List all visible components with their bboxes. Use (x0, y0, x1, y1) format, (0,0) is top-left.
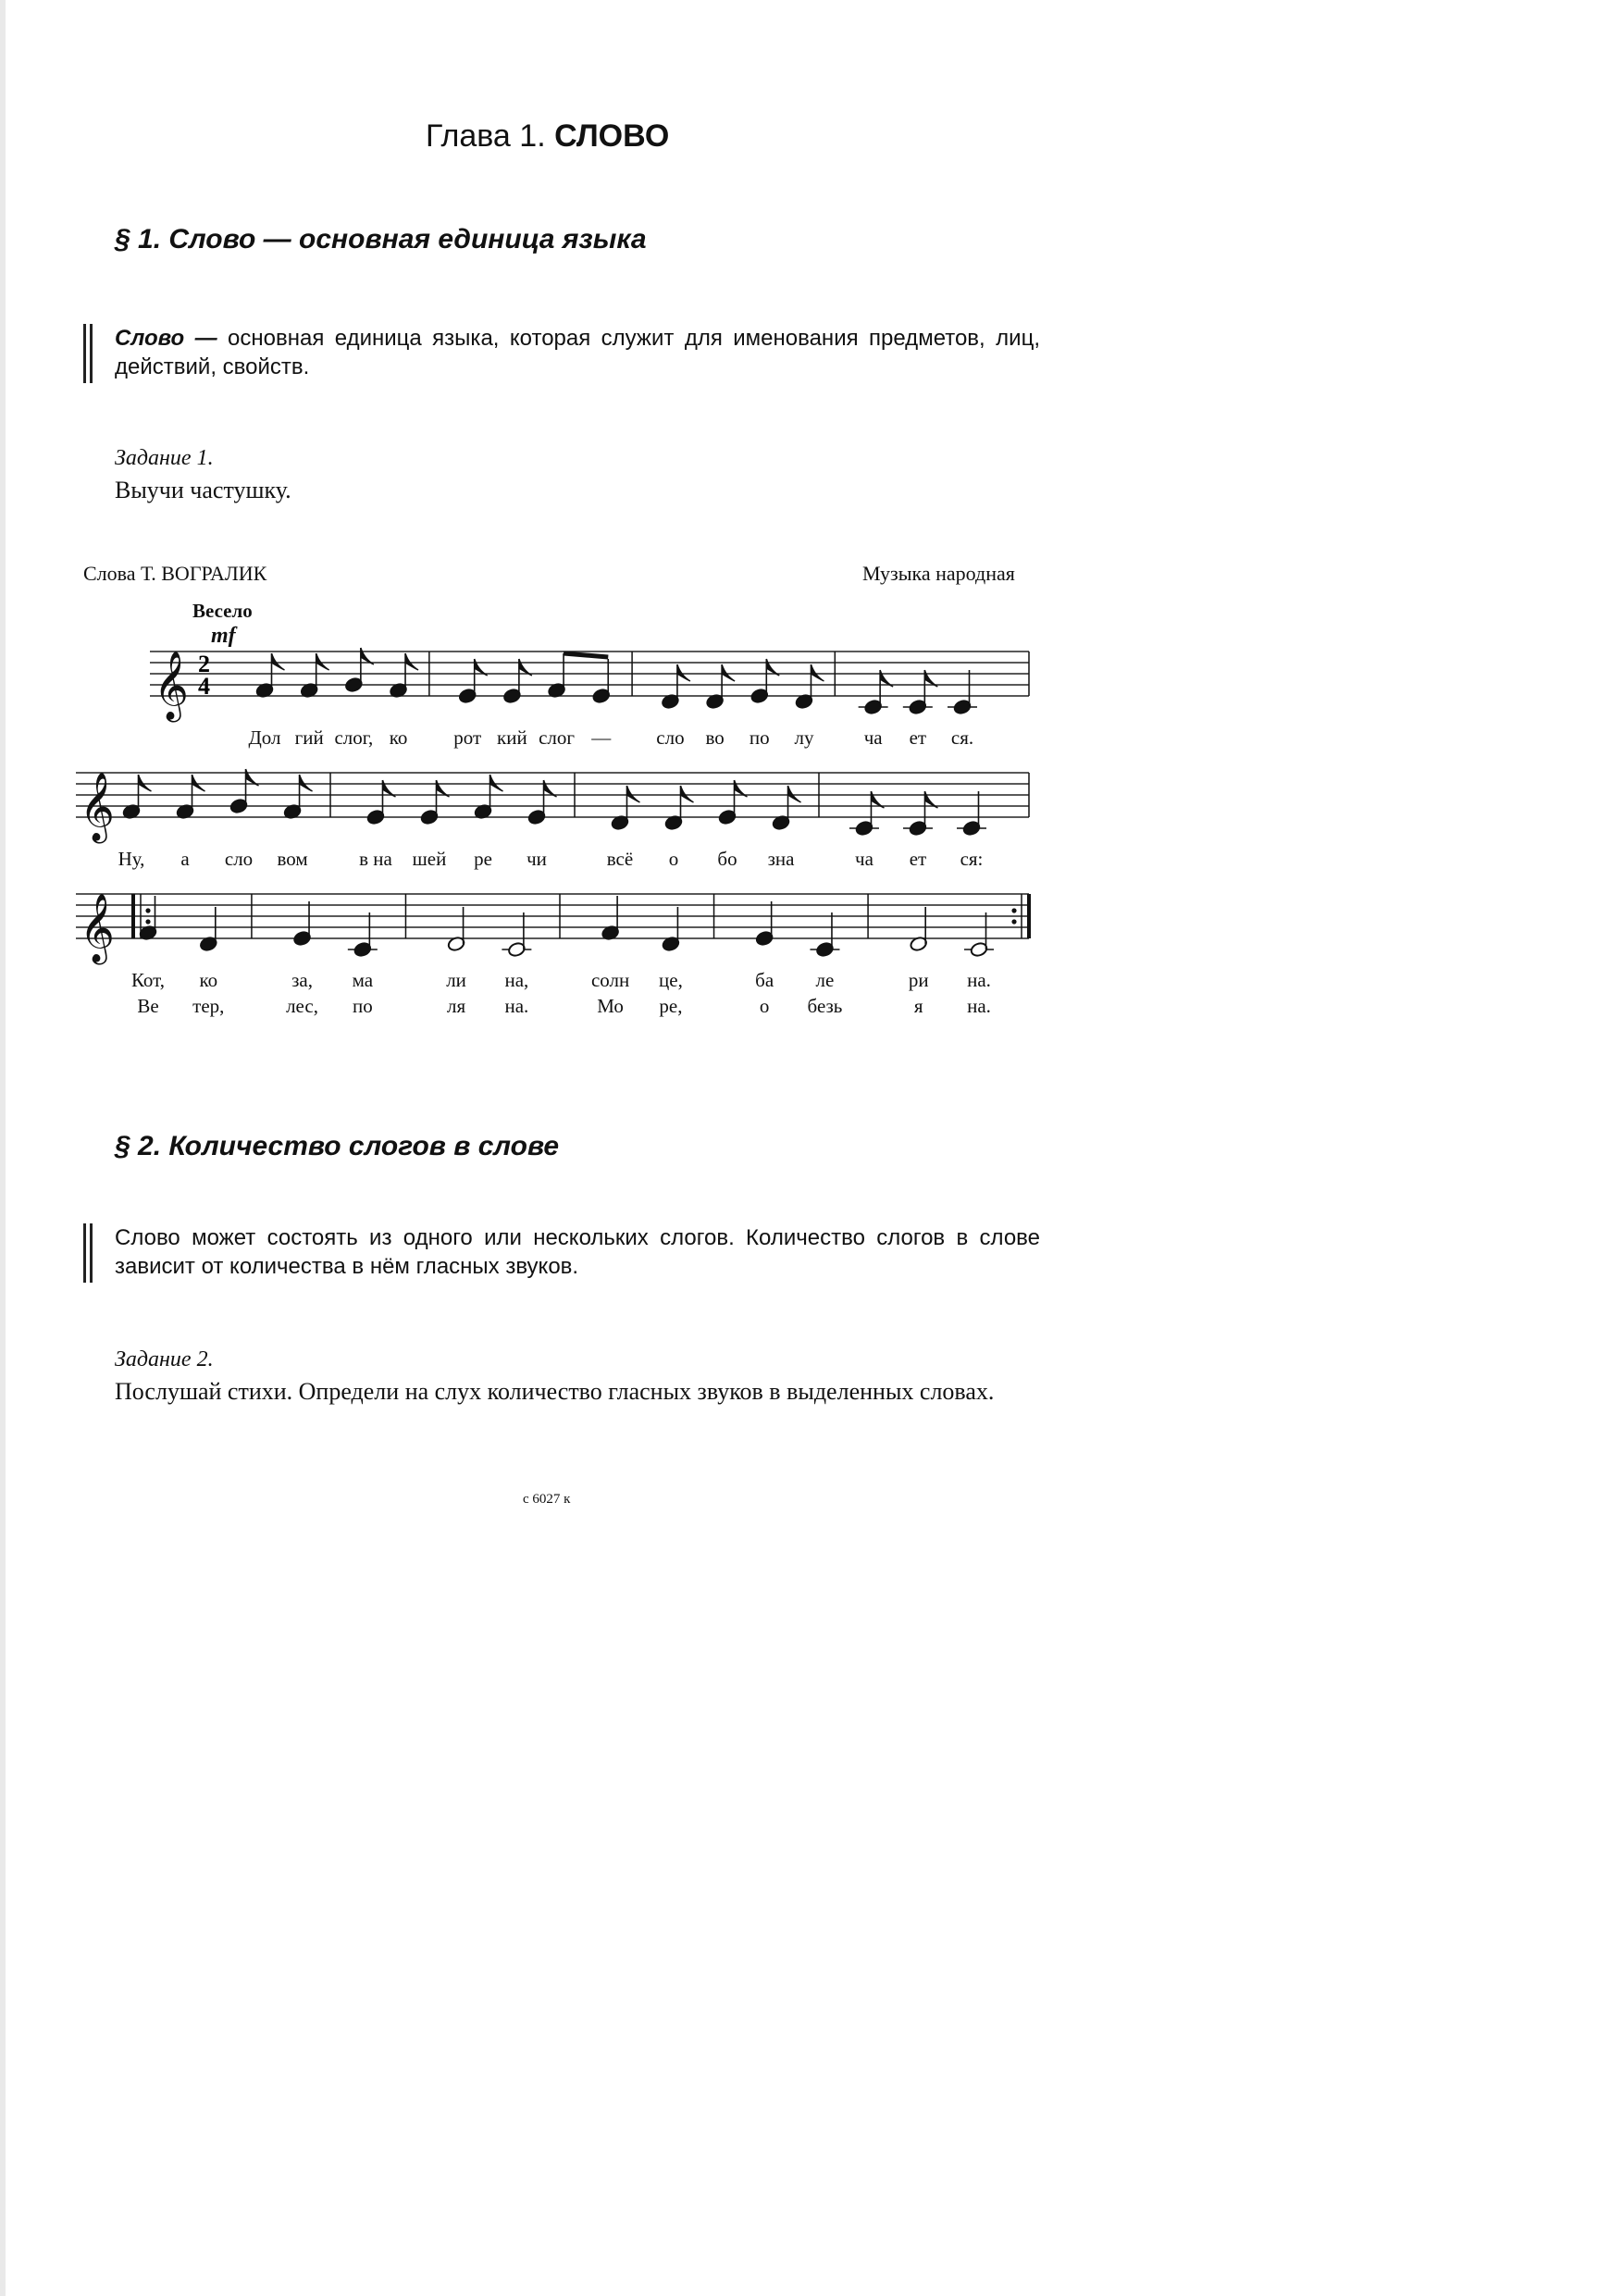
note-flag (272, 653, 285, 670)
lyric-syllable: о (759, 995, 770, 1017)
note-flag (300, 775, 313, 791)
repeat-dot (145, 908, 150, 912)
lyric-syllable: слог (539, 726, 576, 749)
note-flag (139, 775, 152, 791)
lyric-syllable: ся: (960, 848, 984, 870)
lyric-syllable: вом (277, 848, 308, 870)
lyric-syllable: це, (659, 969, 683, 991)
treble-clef: 𝄞 (154, 652, 189, 720)
definition-term: Слово — (115, 326, 217, 351)
lyric-syllable: а (180, 848, 190, 870)
treble-clef: 𝄞 (80, 894, 115, 962)
lyric-syllable: ли (446, 969, 466, 991)
note-flag (316, 653, 329, 670)
lyric-syllable: ля (447, 995, 466, 1017)
note-flag (680, 786, 693, 802)
lyric-syllable: шей (412, 848, 447, 870)
lyric-syllable: чи (527, 848, 547, 870)
lyric-syllable: во (705, 726, 725, 749)
task-1-label: Задание 1. (115, 446, 214, 470)
repeat-dot (1011, 908, 1016, 912)
section-1-heading: § 1. Слово — основная единица языка (115, 224, 647, 254)
lyric-syllable: ча (863, 726, 883, 749)
lyric-syllable: ма (352, 969, 374, 991)
definition-bar (83, 1223, 86, 1283)
music-credit: Музыка народная (862, 562, 1015, 585)
lyric-syllable: на, (504, 969, 529, 991)
lyric-syllable: зна (767, 848, 795, 870)
lyric-syllable: Кот, (130, 969, 166, 991)
repeat-dot (145, 919, 150, 924)
note-flag (192, 775, 205, 791)
lyric-syllable: кий (497, 726, 527, 749)
treble-clef: 𝄞 (80, 773, 115, 841)
lyric-syllable: ко (389, 726, 408, 749)
lyric-syllable: бо (717, 848, 737, 870)
lyric-syllable: рот (453, 726, 482, 749)
repeat-dot (1011, 919, 1016, 924)
chapter-prefix: Глава 1. (426, 118, 546, 154)
note-flag (722, 664, 735, 681)
lyric-syllable: сло (224, 848, 254, 870)
lyric-syllable: Ве (137, 995, 159, 1017)
lyric-syllable: ба (755, 969, 774, 991)
note-flag (788, 786, 801, 802)
lyric-syllable: тер, (192, 995, 225, 1017)
lyric-syllable: ре (474, 848, 492, 870)
note-flag (626, 786, 639, 802)
lyric-syllable: всё (606, 848, 634, 870)
lyric-syllable: ся. (950, 726, 974, 749)
lyric-syllable: слог, (334, 726, 374, 749)
task-2-text: Послушай стихи. Определи на слух количество гласных звуков в выделенных словах. (115, 1378, 995, 1405)
lyric-syllable: ри (908, 969, 929, 991)
task-1-text: Выучи частушку. (115, 477, 291, 503)
lyric-syllable: по (352, 995, 373, 1017)
note-flag (405, 653, 418, 670)
lyric-syllable: гий (294, 726, 324, 749)
tempo-marking: Весело (192, 600, 253, 622)
page-footer: с 6027 к (523, 1492, 571, 1507)
lyric-syllable: солн (590, 969, 630, 991)
lyric-syllable: ле (815, 969, 835, 991)
lyric-syllable: за, (291, 969, 313, 991)
lyric-syllable: ча (855, 848, 873, 870)
lyric-syllable: сло (656, 726, 685, 749)
task-2-label: Задание 2. (115, 1347, 214, 1371)
note-beam (564, 653, 608, 657)
lyric-syllable: на. (967, 995, 991, 1017)
music-score (0, 0, 1623, 1036)
lyric-syllable: в на (359, 848, 392, 870)
note-flag (811, 664, 824, 681)
lyric-syllable: ко (199, 969, 218, 991)
lyric-syllable: на. (504, 995, 529, 1017)
definition-bar (90, 1223, 93, 1283)
lyric-syllable: Мо (597, 995, 624, 1017)
section-2-heading: § 2. Количество слогов в слове (115, 1131, 560, 1161)
lyric-syllable: Дол (248, 726, 281, 749)
note-flag (490, 775, 503, 791)
dynamic-marking: mf (211, 624, 236, 648)
definition-2-text: Слово может состоять из одного или нескольких слогов. Количество слогов в слове зависит от количества в нём гласных звуков. (115, 1225, 1040, 1279)
lyric-syllable: лу (794, 726, 814, 749)
time-signature-top: 2 (198, 651, 210, 677)
lyric-syllable: по (749, 726, 770, 749)
lyric-syllable: я (913, 995, 923, 1017)
lyric-syllable: ре, (659, 995, 683, 1017)
definition-2 (115, 1223, 1040, 1281)
words-credit: Слова Т. ВОГРАЛИК (83, 562, 267, 585)
lyric-syllable: ет (909, 848, 927, 870)
lyric-syllable: безь (807, 995, 843, 1017)
chapter-name: СЛОВО (554, 118, 670, 154)
lyric-syllable: Ну, (118, 848, 145, 870)
lyric-syllable: ет (909, 726, 927, 749)
lyric-syllable: на. (967, 969, 991, 991)
lyric-syllable: — (591, 726, 612, 749)
time-signature-bottom: 4 (198, 673, 210, 700)
lyric-syllable: о (668, 848, 679, 870)
note-flag (677, 664, 690, 681)
definition-text: основная единица языка, которая служит для именования предметов, лиц, действий, свойств. (115, 326, 1040, 379)
lyric-syllable: лес, (286, 995, 318, 1017)
